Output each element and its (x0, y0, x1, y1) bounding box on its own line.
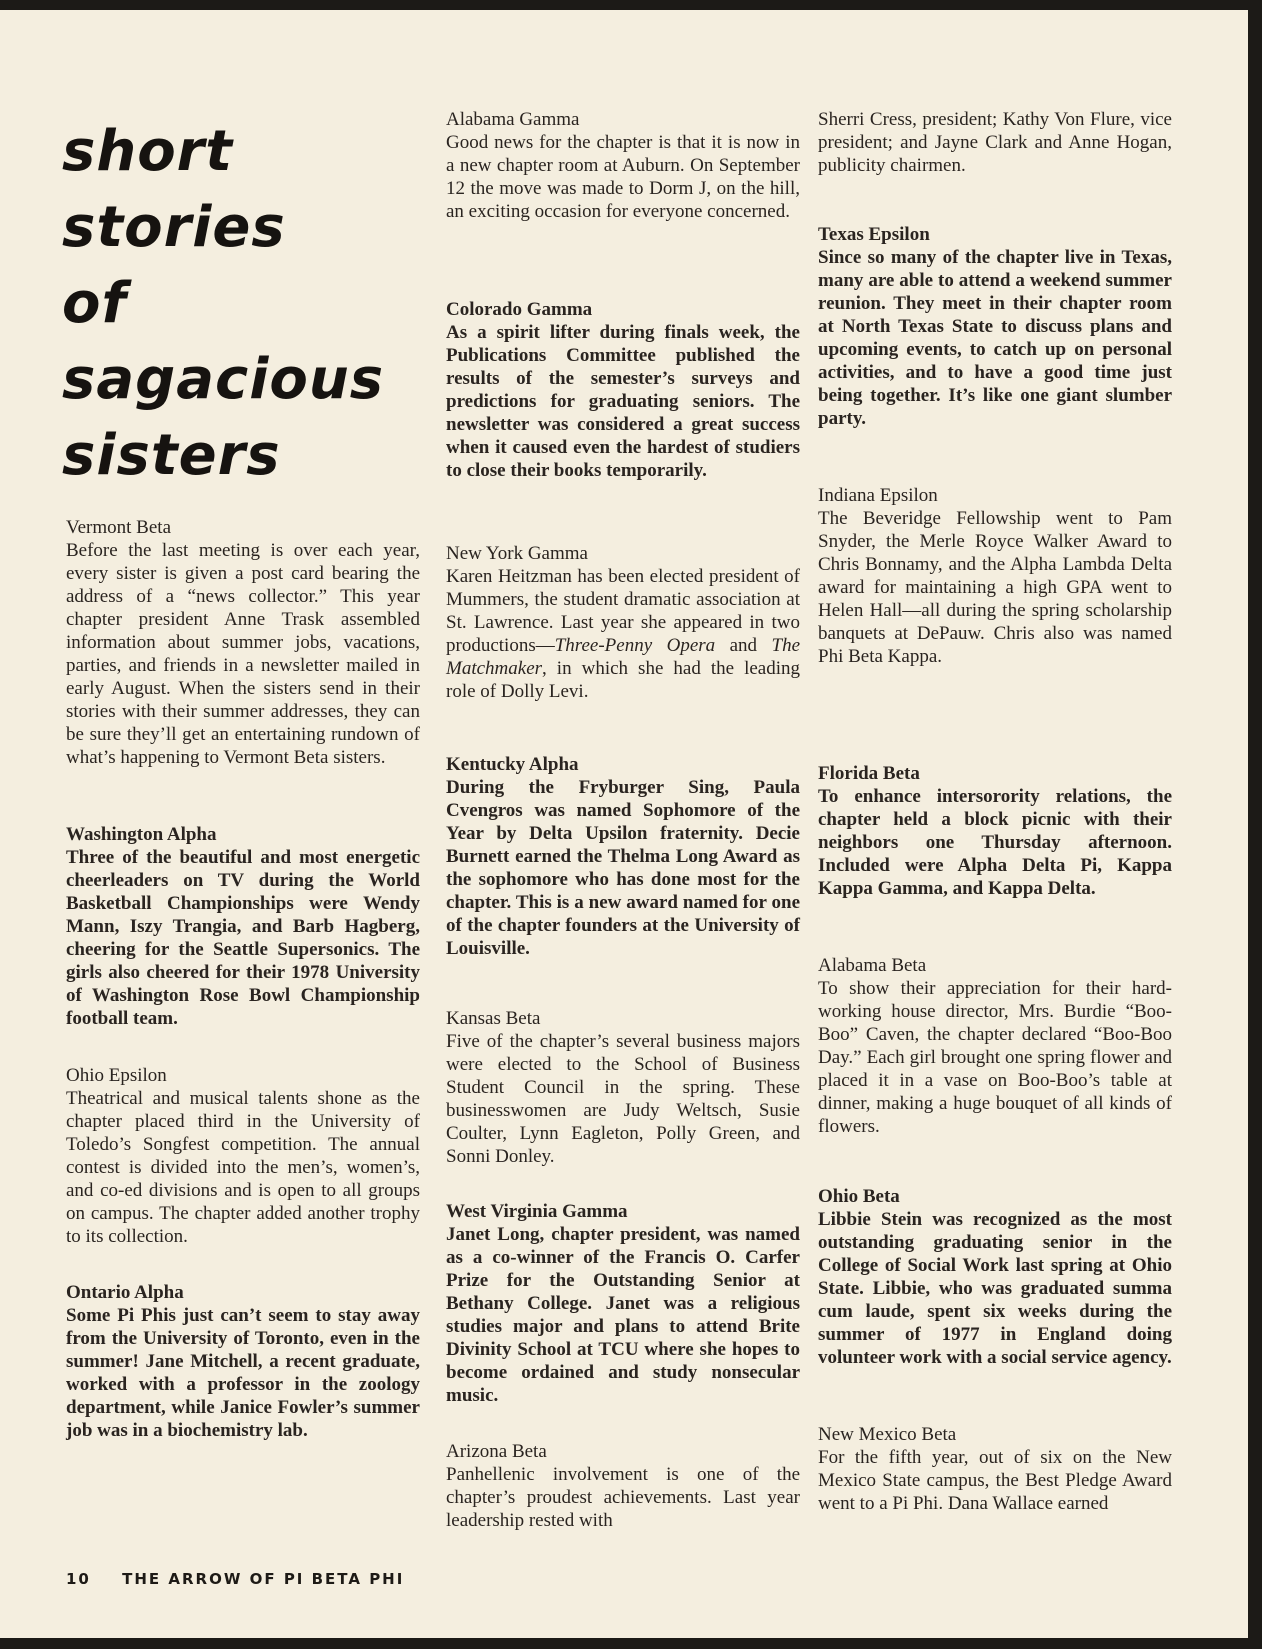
page-number: 10 (66, 1570, 91, 1588)
chapter-heading: Kansas Beta (446, 1008, 541, 1029)
chapter-text: Theatrical and musical talents shone as the chapter placed third in the University of Toledo’s Songfest competition. The annual contest is divided into the men’s, women’s, and co-ed divisions and is open to all groups on campus. The chapter added another trophy to its collection. (66, 1088, 420, 1247)
chapter-text: Good news for the chapter is that it is now in a new chapter room at Auburn. On September 12 the move was made to Dorm J, on the hill, an exciting occasion for everyone concerned. (446, 132, 800, 222)
chapter-west-virginia-gamma (446, 1200, 800, 1407)
play-title: Three-Penny Opera (554, 635, 716, 656)
chapter-text: Since so many of the chapter live in Texas, many are able to attend a weekend summer reunion. They meet in their chapter room at North Texas State to discuss plans and upcoming events, to catch up on personal activities, and to have a good time just being together. It’s like one giant slumber party. (818, 247, 1172, 429)
chapter-text: Before the last meeting is over each year, every sister is given a post card bearing the address of a “news collector.” This year chapter president Anne Trask assembled information about summer jobs, vacations, parties, and friends in a newsletter mailed in early August. When the sisters send in their stories with their summer addresses, they can be sure they’ll get an entertaining rundown of what’s happening to Vermont Beta sisters. (66, 540, 420, 768)
chapter-heading: Ohio Epsilon (66, 1065, 167, 1086)
chapter-ohio-beta (818, 1185, 1172, 1369)
chapter-heading: Vermont Beta (66, 517, 172, 538)
chapter-heading: Indiana Epsilon (818, 485, 938, 506)
chapter-texas-epsilon (818, 223, 1172, 430)
page-footer (66, 1570, 404, 1588)
chapter-alabama-beta (818, 954, 1172, 1138)
chapter-text: Five of the chapter’s several business majors were elected to the School of Business Student Council in the spring. These businesswomen are Judy Weltsch, Susie Coulter, Lynn Eagleton, Polly Green, and Sonni Donley. (446, 1031, 800, 1167)
chapter-text: Panhellenic involvement is one of the chapter’s proudest achievements. Last year leadership rested with (446, 1464, 800, 1531)
chapter-heading: Colorado Gamma (446, 299, 593, 320)
chapter-kansas-beta (446, 1007, 800, 1168)
chapter-ohio-epsilon (66, 1064, 420, 1248)
chapter-heading: Texas Epsilon (818, 224, 930, 245)
magazine-page (0, 10, 1248, 1638)
chapter-text (446, 565, 800, 703)
chapter-text: To enhance intersorority relations, the chapter held a block picnic with their neighbors one Thursday afternoon. Included were Alpha Delta Pi, Kappa Kappa Gamma, and Kappa Delta. (818, 786, 1172, 899)
chapter-heading: New York Gamma (446, 543, 588, 564)
publication-name: THE ARROW OF PI BETA PHI (122, 1570, 405, 1588)
chapter-heading: Washington Alpha (66, 824, 217, 845)
text-span: Karen Heitzman has been elected president of Mummers, the student dramatic association at St. Lawrence. Last year she appeared in two productions— (446, 566, 800, 656)
chapter-text: Libbie Stein was recognized as the most outstanding graduating senior in the College of Social Work last spring at Ohio State. Libbie, who was graduated summa cum laude, spent six weeks during the summer of 1977 in England doing volunteer work with a social service agency. (818, 1209, 1172, 1368)
chapter-text: During the Fryburger Sing, Paula Cvengros was named Sophomore of the Year by Delta Upsilon fraternity. Decie Burnett earned the Thelma Long Award as the sophomore who has done most for the chapter. This is a new award named for one of the chapter founders at the University of Louisville. (446, 777, 800, 959)
text-span: and (715, 635, 772, 656)
chapter-heading: West Virginia Gamma (446, 1201, 628, 1222)
chapter-colorado-gamma (446, 298, 800, 482)
chapter-continuation (818, 108, 1172, 177)
chapter-heading: New Mexico Beta (818, 1424, 957, 1445)
play-title: The Matchmaker (446, 635, 800, 679)
title-line: of (62, 271, 127, 336)
chapter-text: Some Pi Phis just can’t seem to stay away from the University of Toronto, even in the summer! Jane Mitchell, a recent graduate, worked with a professor in the zoology department, while Janice Fowler’s summer job was in a biochemistry lab. (66, 1305, 420, 1441)
chapter-text: For the fifth year, out of six on the New Mexico State campus, the Best Pledge Award went to a Pi Phi. Dana Wallace earned (818, 1447, 1172, 1514)
chapter-text: As a spirit lifter during finals week, the Publications Committee published the results of the semester’s surveys and predictions for graduating seniors. The newsletter was considered a great success when it caused even the hardest of studiers to close their books temporarily. (446, 322, 800, 481)
chapter-vermont-beta (66, 516, 420, 769)
chapter-alabama-gamma (446, 108, 800, 223)
chapter-heading: Alabama Beta (818, 955, 927, 976)
chapter-text: Three of the beautiful and most energetic cheerleaders on TV during the World Basketball Championships were Wendy Mann, Iszy Trangia, and Barb Hagberg, cheering for the Seattle Supersonics. The girls also cheered for their 1978 University of Washington Rose Bowl Championship football team. (66, 847, 420, 1029)
chapter-text: To show their appreciation for their hard-working house director, Mrs. Burdie “Boo-Boo” Caven, the chapter declared “Boo-Boo Day.” Each girl brought one spring flower and placed it in a vase on Boo-Boo’s table at dinner, making a huge bouquet of all kinds of flowers. (818, 978, 1172, 1137)
chapter-text: Janet Long, chapter president, was named as a co-winner of the Francis O. Carfer Prize for the Outstanding Senior at Bethany College. Janet was a religious studies major and plans to attend Brite Divinity School at TCU where she hopes to become ordained and study nonsecular music. (446, 1224, 800, 1406)
chapter-arizona-beta (446, 1440, 800, 1532)
text-span: , in which she had the leading role of Dolly Levi. (446, 658, 800, 702)
chapter-ontario-alpha (66, 1281, 420, 1442)
chapter-heading: Arizona Beta (446, 1441, 547, 1462)
chapter-heading: Ohio Beta (818, 1186, 900, 1207)
chapter-new-mexico-beta (818, 1423, 1172, 1515)
feature-title (62, 114, 392, 494)
chapter-heading: Kentucky Alpha (446, 754, 579, 775)
title-line: sagacious (62, 347, 385, 412)
chapter-new-york-gamma (446, 542, 800, 703)
title-line: stories (62, 195, 286, 260)
chapter-heading: Florida Beta (818, 763, 920, 784)
chapter-text: Sherri Cress, president; Kathy Von Flure, vice president; and Jayne Clark and Anne Hogan, publicity chairmen. (818, 109, 1172, 176)
chapter-kentucky-alpha (446, 753, 800, 960)
chapter-heading: Alabama Gamma (446, 109, 580, 130)
title-line: sisters (62, 423, 281, 488)
chapter-florida-beta (818, 762, 1172, 900)
chapter-heading: Ontario Alpha (66, 1282, 184, 1303)
chapter-washington-alpha (66, 823, 420, 1030)
title-line: short (62, 119, 234, 184)
chapter-indiana-epsilon (818, 484, 1172, 668)
chapter-text: The Beveridge Fellowship went to Pam Snyder, the Merle Royce Walker Award to Chris Bonnamy, and the Alpha Lambda Delta award for maintaining a high GPA went to Helen Hall—all during the spring scholarship banquets at DePauw. Chris also was named Phi Beta Kappa. (818, 508, 1172, 667)
